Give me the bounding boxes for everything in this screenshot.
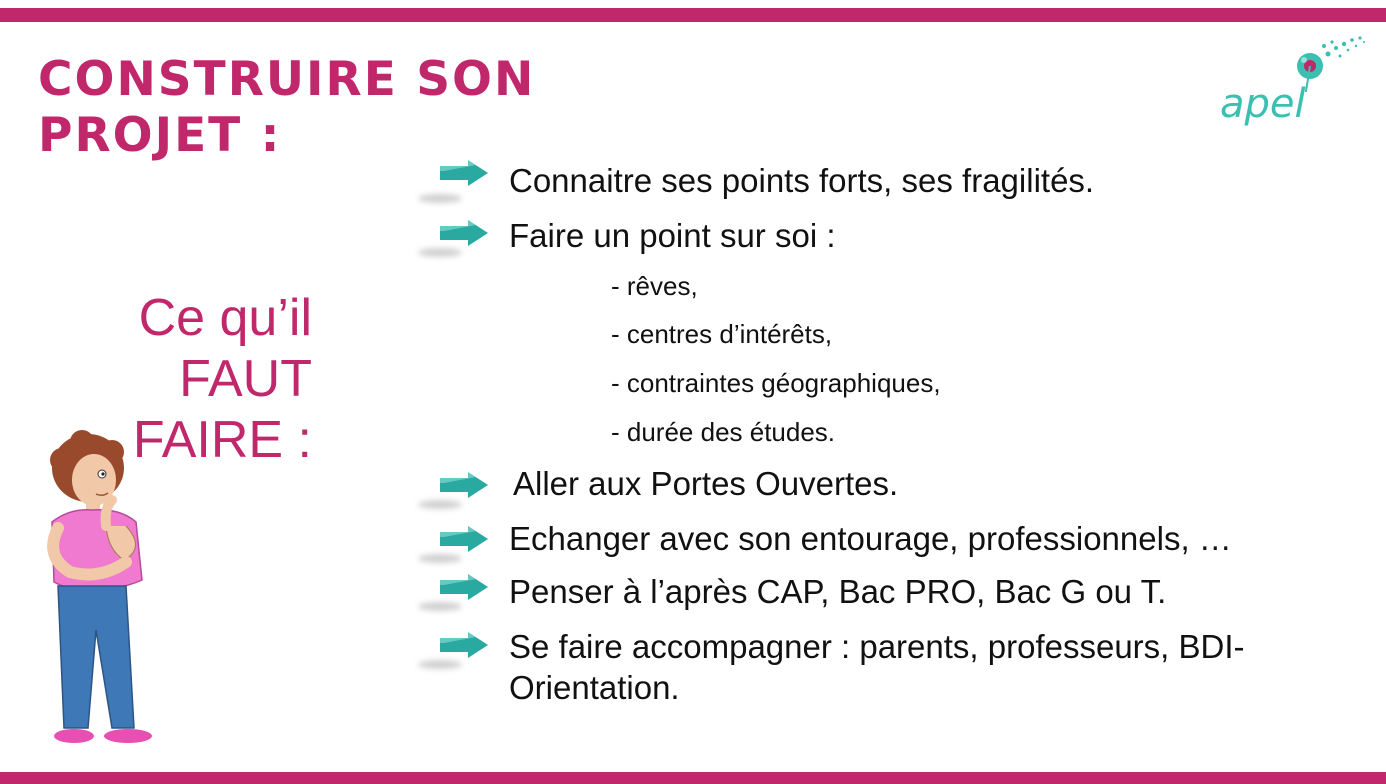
arrow-right-icon xyxy=(440,160,488,186)
list-item: Connaitre ses points forts, ses fragilités. xyxy=(509,162,1095,199)
logo-text: apel xyxy=(1220,81,1306,127)
list-item: Echanger avec son entourage, professionnels, … xyxy=(509,520,1232,557)
arrow-shadow xyxy=(418,554,462,563)
title-line-2: PROJET : xyxy=(38,108,282,163)
list-item: Se faire accompagner : parents, professeurs, BDI- xyxy=(509,628,1245,665)
arrow-shadow xyxy=(418,500,462,509)
arrow-shadow xyxy=(418,660,462,669)
arrow-right-icon xyxy=(440,574,488,600)
arrow-shadow xyxy=(418,248,462,257)
list-item: Faire un point sur soi : xyxy=(509,217,836,254)
arrow-right-icon xyxy=(440,220,488,246)
title-line-1: CONSTRUIRE SON xyxy=(38,52,536,107)
bottom-accent-bar xyxy=(0,772,1386,784)
list-item: Aller aux Portes Ouvertes. xyxy=(513,465,899,502)
sub-list-item: - rêves, xyxy=(611,271,698,301)
arrow-right-icon xyxy=(440,472,488,498)
thinking-person-illustration xyxy=(30,430,180,760)
page-title xyxy=(38,52,535,164)
side-heading-line-1: Ce qu’il xyxy=(138,289,312,347)
arrow-shadow xyxy=(418,194,462,203)
list-item: Penser à l’après CAP, Bac PRO, Bac G ou T. xyxy=(509,573,1167,610)
side-heading-line-3: FAIRE : xyxy=(132,411,312,469)
sub-list-item: - durée des études. xyxy=(611,417,836,447)
side-heading-line-2: FAUT xyxy=(179,350,312,408)
arrow-right-icon xyxy=(440,632,488,658)
arrow-right-icon xyxy=(440,526,488,552)
list-item-continuation: Orientation. xyxy=(509,669,680,706)
top-accent-bar xyxy=(0,8,1386,22)
sub-list-item: - centres d’intérêts, xyxy=(611,319,833,349)
apel-logo xyxy=(1212,32,1372,142)
sub-list-item: - contraintes géographiques, xyxy=(611,368,941,398)
arrow-shadow xyxy=(418,602,462,611)
